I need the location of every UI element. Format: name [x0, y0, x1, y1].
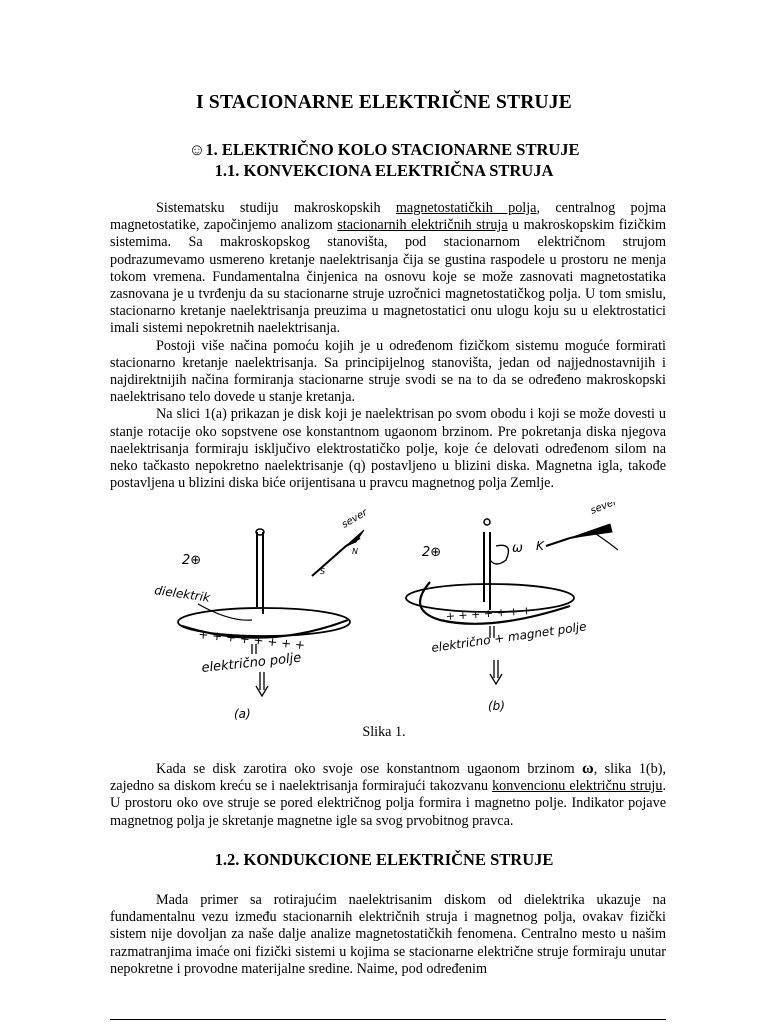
- figure-1-drawing: [140, 502, 640, 724]
- svg-text:K: K: [536, 539, 544, 553]
- compass-label-a: sever: [340, 507, 370, 531]
- paragraph-1: Sistematsku studiju makroskopskih magnetostatičkih polja, centralnog pojma magnetostatike, započinjemo analizom stacionarnih električnih struja u makroskopskim fizičkim sistemima. Sa makroskopskog stanovišta, pod stacionarnom električnom strujom podrazumevamo usmereno kretanje naelektrisanja čija se gustina raspodele u prostoru ne menja tokom vremena. Fundamentalna činjenica na osnovu koje se može zasnovati magnetostatika zasnovana je u tvrđenju da su stacionarne struje uzročnici magnetostatičkog polja. U tom smislu, stacionarno kretanje naelektrisanja preuzima u magnetostatici onu ulogu koju su u elektrostatici imali sistemi nepokretnih naelektrisanja.: [110, 200, 666, 337]
- svg-text:N: N: [352, 547, 358, 556]
- chapter-title: I STACIONARNE ELEKTRIČNE STRUJE: [196, 92, 572, 113]
- link-convection-current[interactable]: konvencionu električnu struju: [492, 778, 663, 795]
- link-magnetostatic-fields[interactable]: magnetostatičkih polja: [395, 200, 537, 216]
- paragraph-2: Postoji više načina pomoću kojih je u određenom fizičkom sistemu moguće formirati stacionarno kretanje naelektrisanja. Sa principijelnog stanovišta, jedan od najjednostavnijih i najdirektnijih načina formiranja stacionarne struje svodi se na to da se određeno makroskopski naelektrisano telo dovede u stanje kretanja.: [110, 337, 666, 406]
- figure-1: [140, 502, 640, 724]
- charge-label-b: 2⊕: [422, 545, 442, 560]
- compass-needle-a: [312, 507, 370, 576]
- link-stationary-currents[interactable]: stacionarnih električnih struja: [337, 217, 508, 234]
- compass-label-b: sever: [589, 502, 619, 517]
- electric-magnetic-field-label-b: električno + magnet polje: [430, 619, 588, 655]
- section-heading-1-1: 1.1. KONVEKCIONA ELEKTRIČNA STRUJA: [214, 161, 554, 180]
- intro-text-block: [110, 200, 666, 492]
- footer-rule: [110, 1019, 666, 1020]
- electric-field-label-a: električno polje: [200, 650, 302, 676]
- figure-label-a: (a): [234, 707, 251, 721]
- plus-charges-a: + + + + + + + +: [197, 627, 306, 653]
- section-heading-1-2: 1.2. KONDUKCIONE ELEKTRIČNE STRUJE: [214, 850, 554, 869]
- omega-symbol: ω: [582, 760, 594, 777]
- dielectric-label: dielektrik: [153, 583, 211, 605]
- plus-charges-b: + + + + + + +: [445, 604, 532, 623]
- section-heading-1: [0, 140, 768, 160]
- figure-label-b: (b): [488, 699, 505, 713]
- svg-text:S: S: [320, 567, 326, 576]
- paragraph-5: Mada primer sa rotirajućim naelektrisanim diskom od dielektrika ukazuje na fundamentalnu vezu između stacionarnih električnih struja i magnetnog polja, ovakav fizički sistem nije dovoljan za naše dalje analize magnetostatičkih fenomena. Centralno mesto u našim razmatranjima imaće oni fizički sistemi u kojima se stacionarne električne struje formiraju unutar nepokretne i provodne materijalne sredine. Naime, pod određenim: [110, 892, 666, 977]
- figure-1a: [154, 507, 371, 721]
- paragraph-3: Na slici 1(a) prikazan je disk koji je naelektrisan po svom obodu i koji se može dovesti u stanje rotacije oko sopstvene ose konstantnom ugaonom brzinom. Pre pokretanja diska njegova naelektrisanja formiraju isključivo elektrostatičko polje, koje će delovati određenom silom na neko tačkasto nepokretno naelektrisanje (q) postavljeno u blizini diska. Magnetna igla, takođe postavljena u blizini diska biće orijentisana u pravcu magnetnog polja Zemlje.: [110, 406, 666, 492]
- paragraph-4: Kada se disk zarotira oko svoje ose konstantnom ugaonom brzinom ω, slika 1(b), zajedno sa diskom kreću se i naelektrisanja formirajući takozvanu konvencionu električnu struju. U prostoru oko ove struje se pored električnog polja formira i magnetno polje. Indikator pojave magnetnog polja je skretanje magnetne igle sa svog prvobitnog pravca.: [110, 760, 666, 829]
- charge-label-a: 2⊕: [182, 553, 202, 568]
- section-heading-1-text: 1. ELEKTRIČNO KOLO STACIONARNE STRUJE: [205, 140, 580, 159]
- omega-label-b: ω: [512, 541, 523, 556]
- figure-caption: Slika 1.: [362, 724, 406, 740]
- figure-1b: [406, 502, 619, 713]
- compass-needle-b: [536, 502, 619, 553]
- paragraph-5-block: [110, 892, 666, 978]
- paragraph-4-block: [110, 760, 666, 830]
- smiley-icon: ☺: [188, 140, 206, 159]
